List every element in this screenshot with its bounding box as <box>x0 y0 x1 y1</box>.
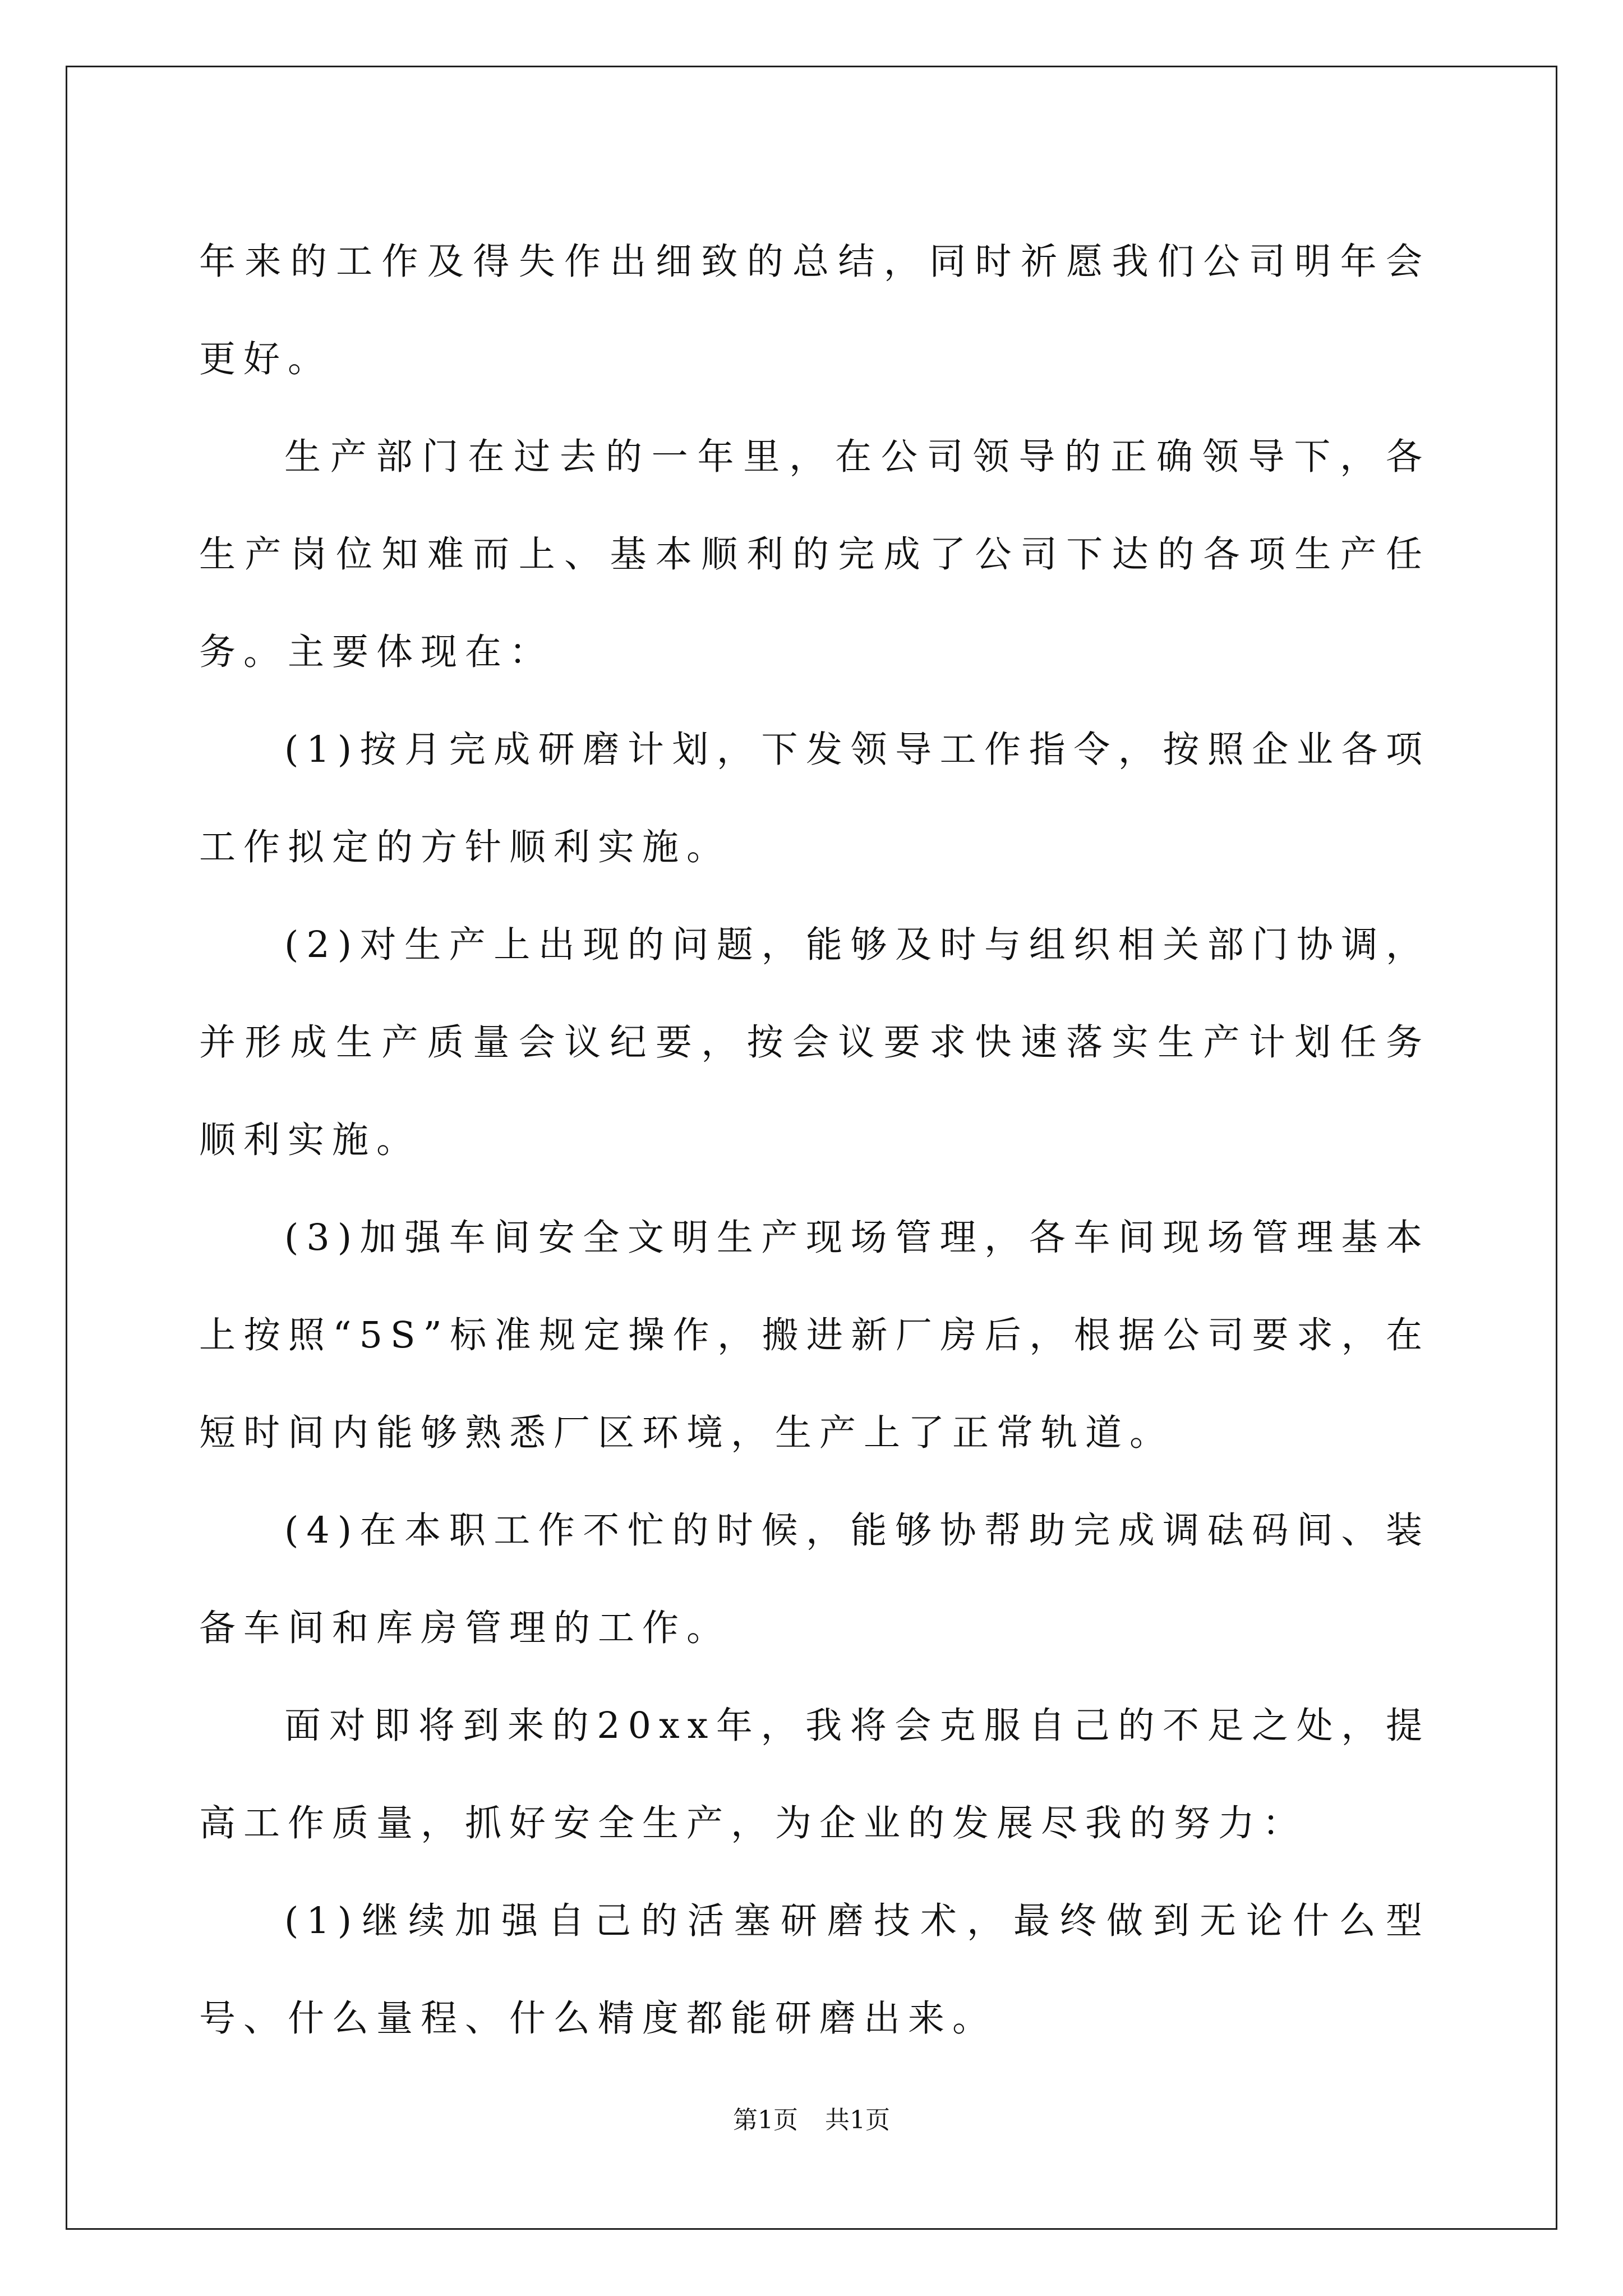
paragraph-production-summary: 生产部门在过去的一年里，在公司领导的正确领导下，各生产岗位知难而上、基本顺利的完成了公司下达的各项生产任务。主要体现在： <box>199 436 1430 673</box>
paragraph-item-3: (3)加强车间安全文明生产现场管理，各车间现场管理基本上按照“5S”标准规定操作，搬进新厂房后，根据公司要求，在短时间内能够熟悉厂区环境，生产上了正常轨道。 <box>199 1217 1430 1454</box>
paragraph-item-2: (2)对生产上出现的问题，能够及时与组织相关部门协调，并形成生产质量会议纪要，按会议要求快速落实生产计划任务顺利实施。 <box>199 924 1430 1161</box>
document-body <box>199 213 1430 2068</box>
paragraph-item-4: (4)在本职工作不忙的时候，能够协帮助完成调砝码间、装备车间和库房管理的工作。 <box>199 1510 1430 1649</box>
page-footer <box>0 2104 1623 2137</box>
paragraph-next-year-plan: 面对即将到来的20xx年，我将会克服自己的不足之处，提高工作质量，抓好安全生产，为企业的发展尽我的努力： <box>199 1705 1430 1844</box>
page-total: 共1页 <box>825 2106 890 2134</box>
paragraph-continuation: 年来的工作及得失作出细致的总结，同时祈愿我们公司明年会更好。 <box>199 241 1430 380</box>
page-number: 第1页 <box>733 2106 798 2134</box>
paragraph-item-1: (1)按月完成研磨计划，下发领导工作指令，按照企业各项工作拟定的方针顺利实施。 <box>199 729 1430 868</box>
paragraph-plan-item-1: (1)继续加强自己的活塞研磨技术，最终做到无论什么型号、什么量程、什么精度都能研磨出来。 <box>199 1900 1430 2040</box>
